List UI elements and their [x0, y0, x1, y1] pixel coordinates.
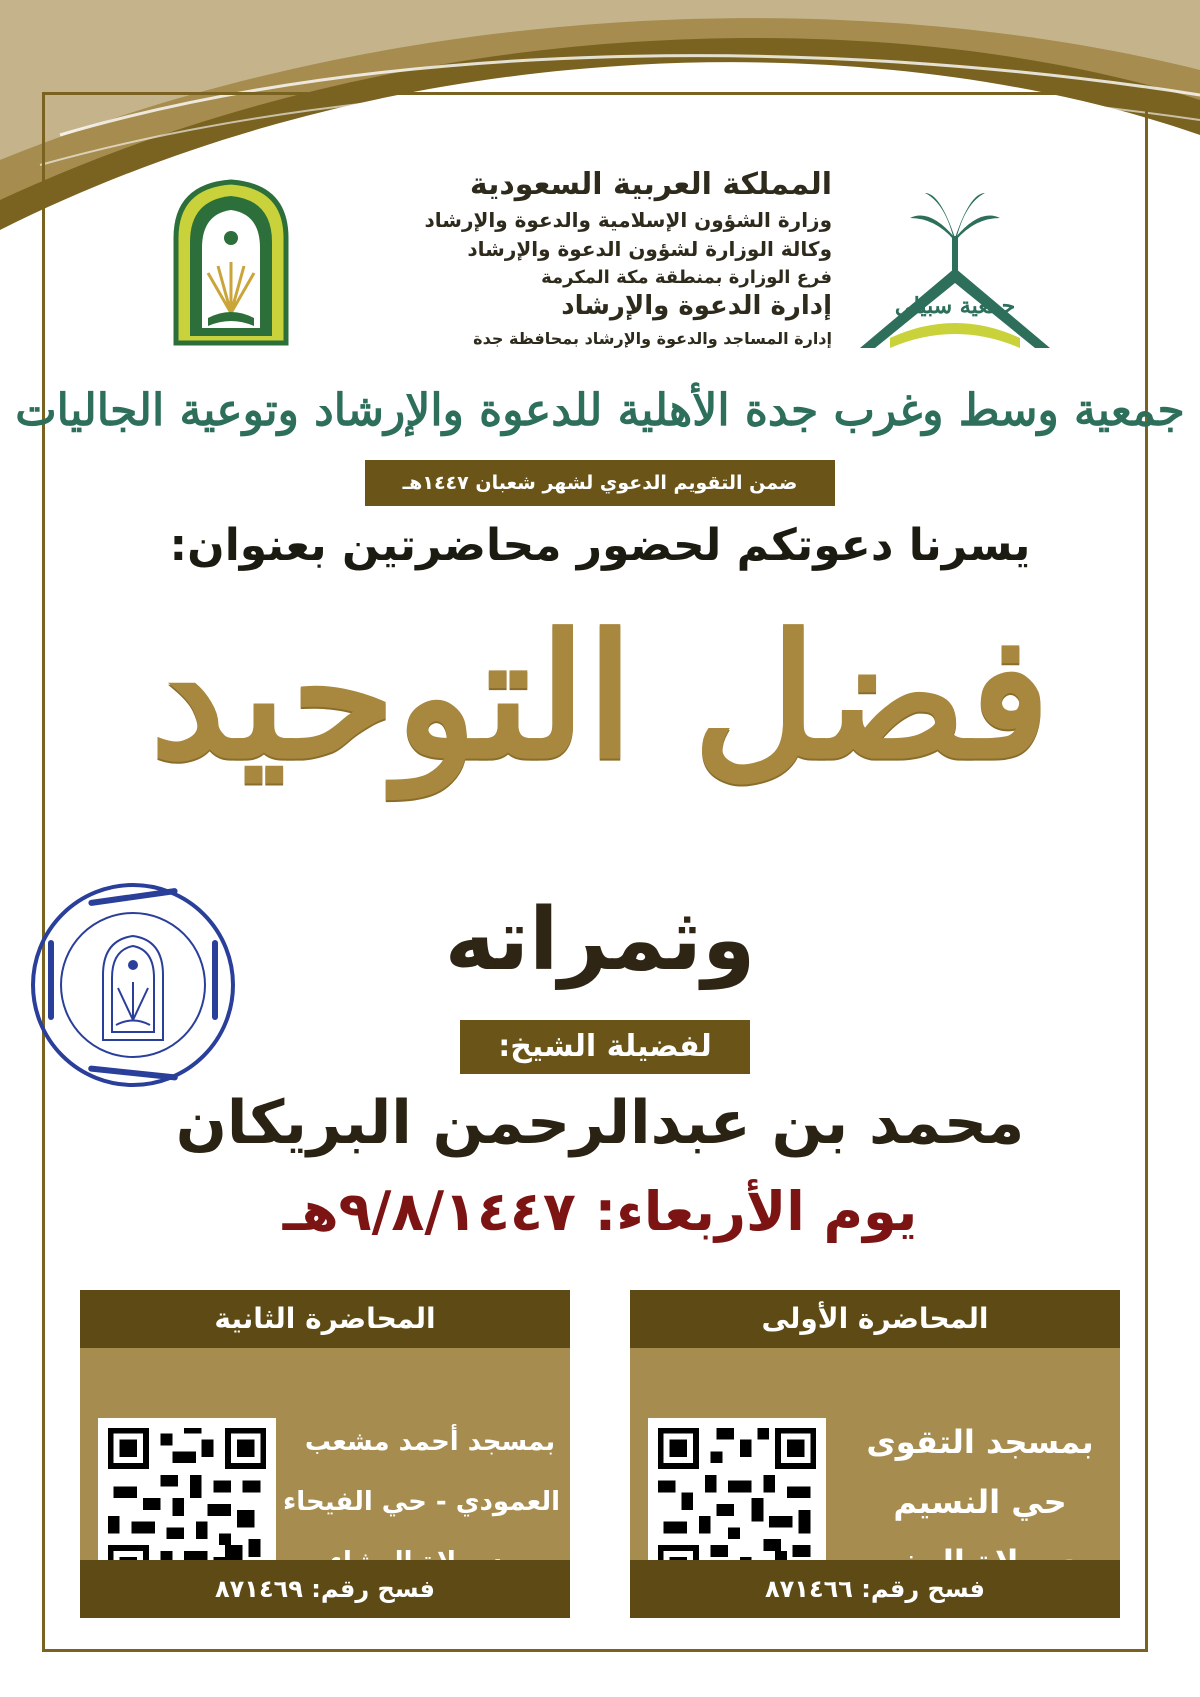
sheikh-name: محمد بن عبدالرحمن البريكان	[175, 1088, 1025, 1158]
lecture-title: فضل التوحيد	[149, 597, 1051, 797]
lecture-district: حي النسيم	[893, 1483, 1067, 1521]
gov-line-country: المملكة العربية السعودية	[469, 167, 832, 202]
gov-line-ministry: وزارة الشؤون الإسلامية والدعوة والإرشاد	[424, 207, 832, 232]
lecture-permit-number: فسح رقم: ٨٧١٤٦٩	[80, 1560, 570, 1618]
lecture-district: العمودي - حي الفيحاء	[282, 1487, 560, 1517]
society-name: جمعية وسط وغرب جدة الأهلية للدعوة والإرشاد وتوعية الجاليات	[15, 385, 1185, 436]
gov-line-department: إدارة الدعوة والإرشاد	[561, 291, 832, 322]
lecture-subtitle: وثمراته	[444, 890, 756, 990]
lecture-card-body	[80, 1348, 570, 1560]
calendar-banner: ضمن التقويم الدعوي لشهر شعبان ١٤٤٧هـ	[365, 460, 835, 506]
lecture-card-second	[80, 1290, 570, 1618]
official-stamp	[28, 880, 238, 1090]
gov-line-branch: فرع الوزارة بمنطقة مكة المكرمة	[541, 266, 832, 288]
lecture-mosque: بمسجد التقوى	[866, 1423, 1094, 1461]
gov-line-agency: وكالة الوزارة لشؤون الدعوة والإرشاد	[467, 236, 832, 261]
society-logo-text: جمعية سبيلي	[894, 293, 1016, 319]
lecture-mosque: بمسجد أحمد مشعب	[304, 1427, 556, 1457]
lecture-date: يوم الأربعاء: ٩/٨/١٤٤٧هـ	[282, 1180, 918, 1243]
sheikh-label-banner: لفضيلة الشيخ:	[460, 1020, 750, 1074]
government-header	[372, 168, 832, 348]
lecture-permit-number: فسح رقم: ٨٧١٤٦٦	[630, 1560, 1120, 1618]
gov-line-jeddah: إدارة المساجد والدعوة والإرشاد بمحافظة جدة	[473, 329, 832, 349]
society-logo	[850, 178, 1060, 358]
invite-text: يسرنا دعوتكم لحضور محاضرتين بعنوان:	[169, 520, 1031, 571]
ministry-logo	[168, 178, 294, 348]
lecture-card-header: المحاضرة الثانية	[80, 1290, 570, 1348]
lecture-card-header: المحاضرة الأولى	[630, 1290, 1120, 1348]
lecture-card-body	[630, 1348, 1120, 1560]
lecture-card-first	[630, 1290, 1120, 1618]
